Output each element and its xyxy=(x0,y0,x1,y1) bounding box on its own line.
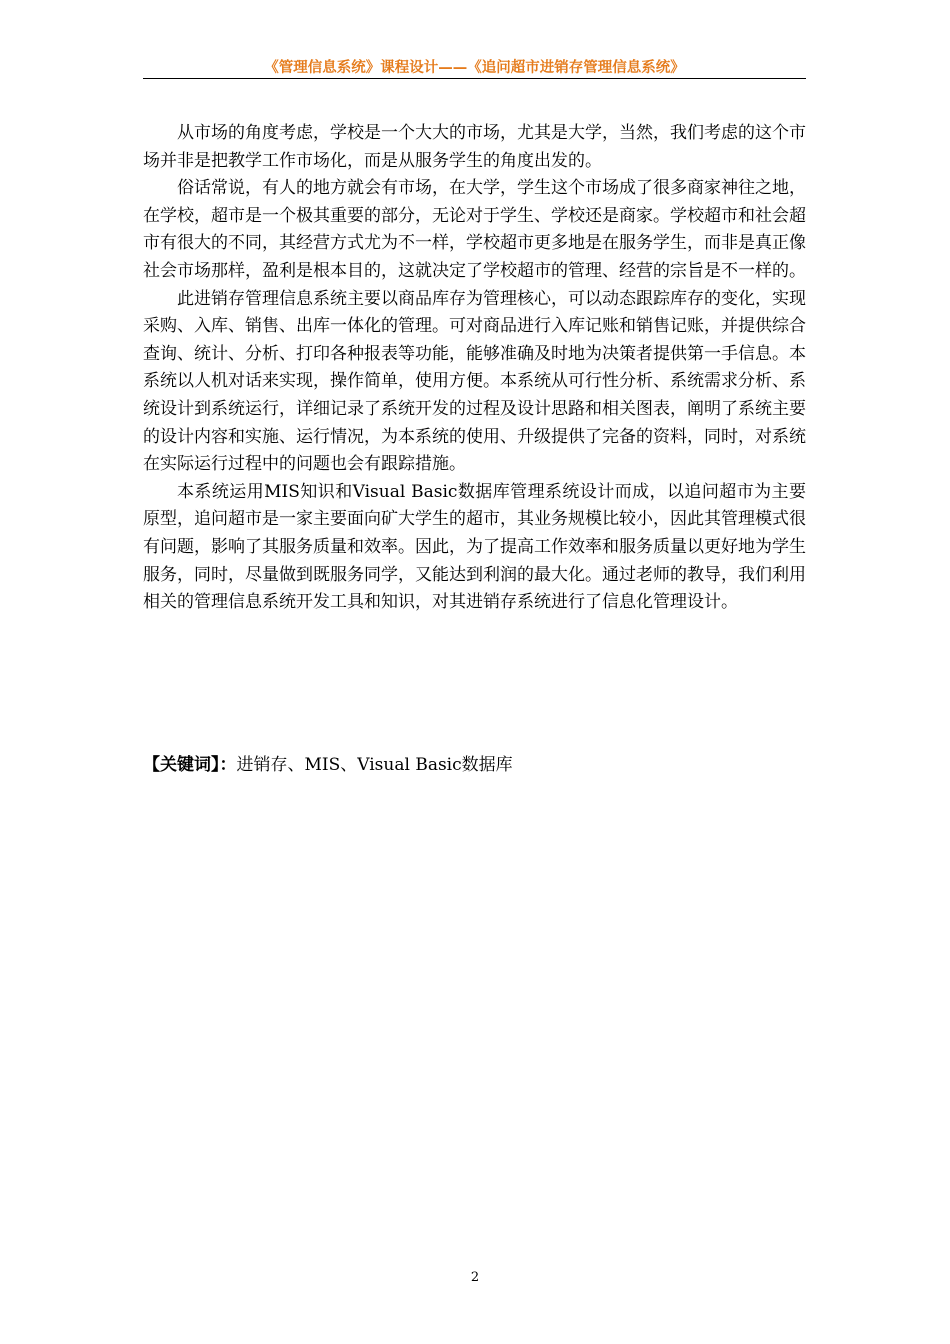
header-title: 《管理信息系统》课程设计——《追问超市进销存管理信息系统》 xyxy=(264,60,685,76)
body-text xyxy=(143,120,806,617)
paragraph-4: 本系统运用MIS知识和Visual Basic数据库管理系统设计而成，以追问超市为主要原型，追问超市是一家主要面向矿大学生的超市，其业务规模比较小，因此其管理模式很有问题，影响了其服务质量和效率。因此，为了提高工作效率和服务质量以更好地为学生服务，同时，尽量做到既服务同学，又能达到利润的最大化。通过老师的教导，我们利用相关的管理信息系统开发工具和知识，对其进销存系统进行了信息化管理设计。 xyxy=(143,481,806,613)
keywords-line xyxy=(143,751,806,779)
paragraph-1: 从市场的角度考虑，学校是一个大大的市场，尤其是大学，当然，我们考虑的这个市场并非是把教学工作市场化，而是从服务学生的角度出发的。 xyxy=(143,123,806,171)
keywords-separator: ： xyxy=(219,755,237,775)
paragraph-2: 俗话常说，有人的地方就会有市场，在大学，学生这个市场成了很多商家神往之地，在学校，超市是一个极其重要的部分，无论对于学生、学校还是商家。学校超市和社会超市有很大的不同，其经营方式尤为不一样，学校超市更多地是在服务学生，而非是真正像社会市场那样，盈利是根本目的，这就决定了学校超市的管理、经营的宗旨是不一样的。 xyxy=(143,178,806,281)
running-header xyxy=(143,60,806,79)
keywords-label: 【关键词】 xyxy=(143,755,220,775)
page-number: 2 xyxy=(470,1270,480,1285)
paragraph-3: 此进销存管理信息系统主要以商品库存为管理核心，可以动态跟踪库存的变化，实现采购、入库、销售、出库一体化的管理。可对商品进行入库记账和销售记账，并提供综合查询、统计、分析、打印各种报表等功能，能够准确及时地为决策者提供第一手信息。本系统以人机对话来实现，操作简单，使用方便。本系统从可行性分析、系统需求分析、系统设计到系统运行，详细记录了系统开发的过程及设计思路和相关图表，阐明了系统主要的设计内容和实施、运行情况，为本系统的使用、升级提供了完备的资料，同时，对系统在实际运行过程中的问题也会有跟踪措施。 xyxy=(143,288,806,475)
keywords-value: 进销存、MIS、Visual Basic数据库 xyxy=(236,755,513,775)
